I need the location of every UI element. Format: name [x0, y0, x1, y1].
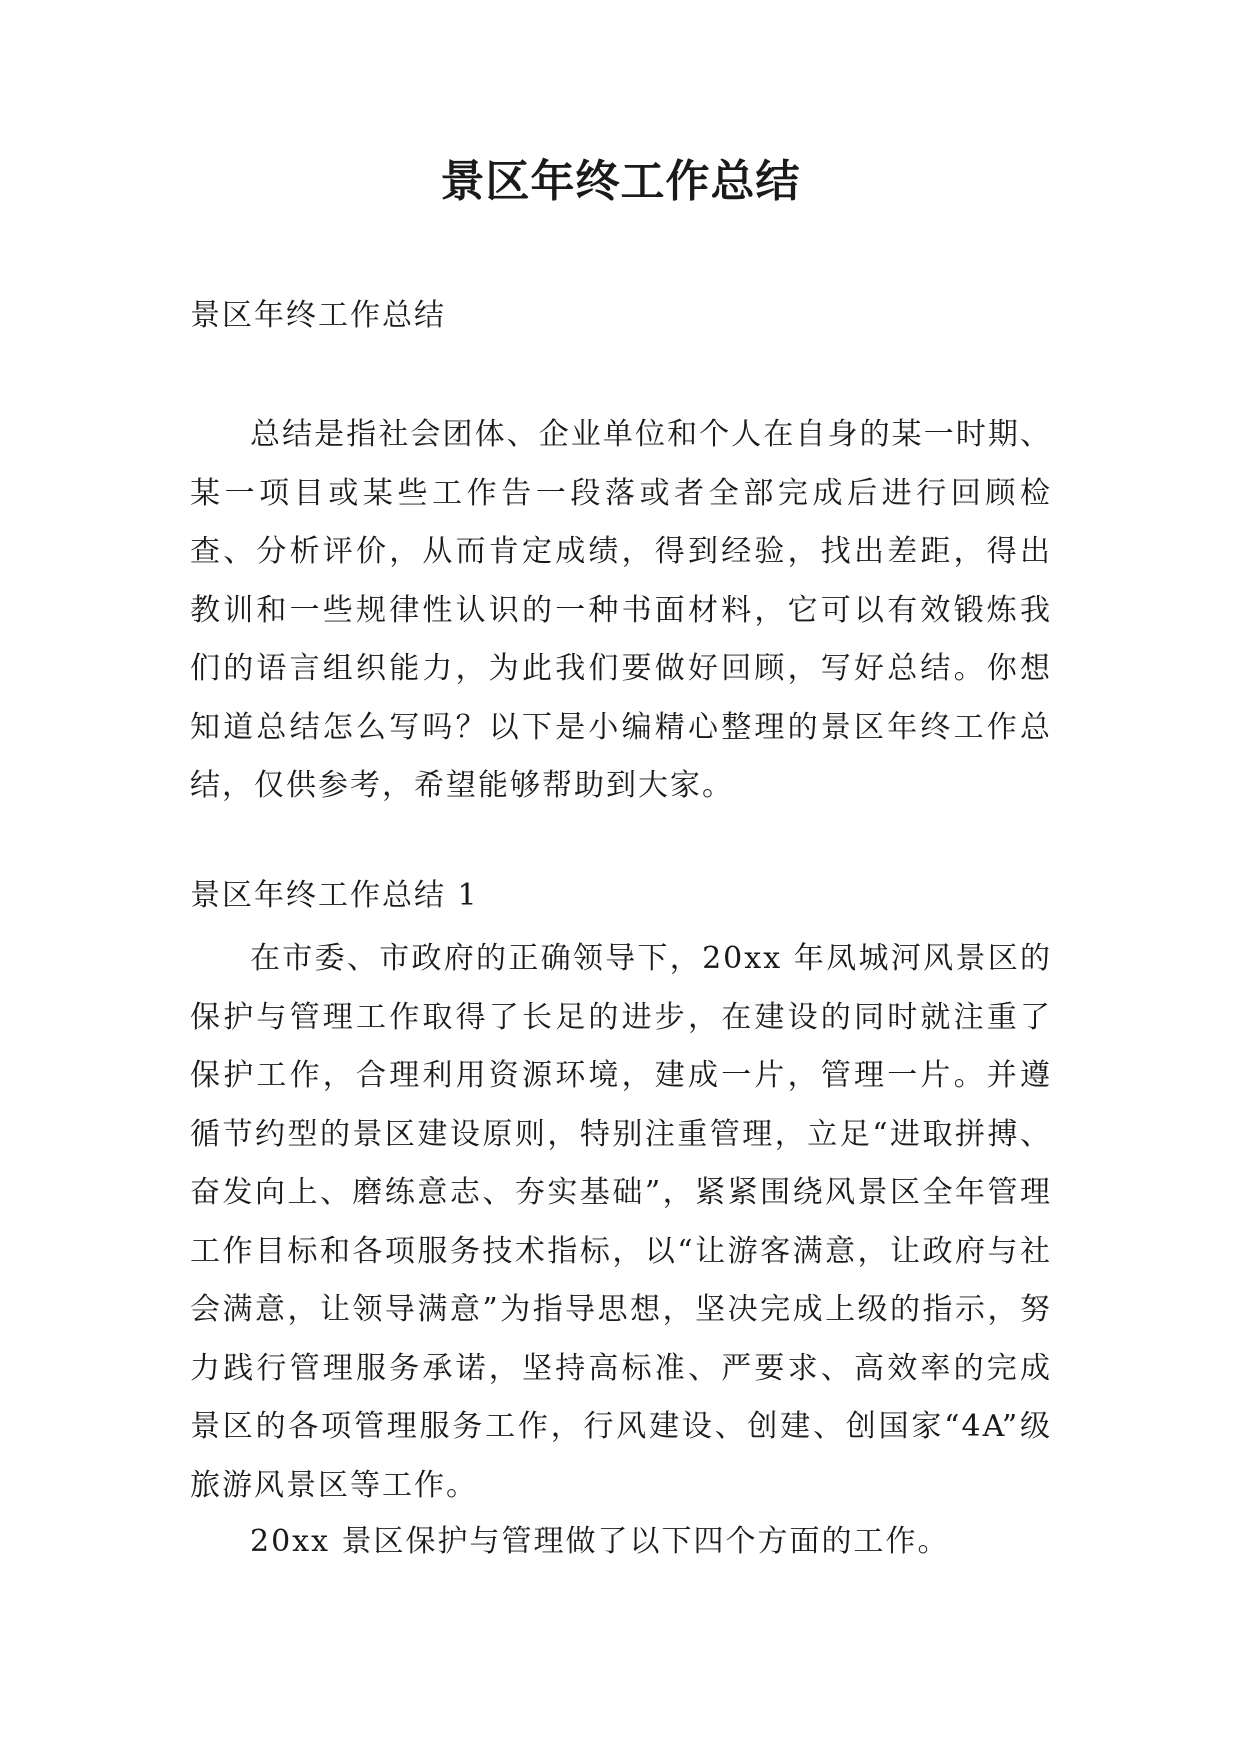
document-title: 景区年终工作总结: [440, 156, 801, 207]
section-paragraph: 20xx 景区保护与管理做了以下四个方面的工作。: [250, 1524, 950, 1559]
section-heading: 景区年终工作总结 1: [190, 878, 479, 913]
intro-paragraph: 总结是指社会团体、企业单位和个人在自身的某一时期、某一项目或某些工作告一段落或者全部完成后进行回顾检查、分析评价，从而肯定成绩，得到经验，找出差距，得出教训和一些规律性认识的一种书面材料，它可以有效锻炼我们的语言组织能力，为此我们要做好回顾，写好总结。你想知道总结怎么写吗？以下是小编精心整理的景区年终工作总结，仅供参考，希望能够帮助到大家。: [190, 417, 1052, 803]
section-paragraph: 在市委、市政府的正确领导下，20xx 年凤城河风景区的保护与管理工作取得了长足的进步，在建设的同时就注重了保护工作，合理利用资源环境，建成一片，管理一片。并遵循节约型的景区建设原则，特别注重管理，立足“进取拼搏、奋发向上、磨练意志、夯实基础”，紧紧围绕风景区全年管理工作目标和各项服务技术指标，以“让游客满意，让政府与社会满意，让领导满意”为指导思想，坚决完成上级的指示，努力践行管理服务承诺，坚持高标准、严要求、高效率的完成景区的各项管理服务工作，行风建设、创建、创国家“4A”级旅游风景区等工作。: [190, 941, 1052, 1503]
document-subtitle: 景区年终工作总结: [190, 298, 446, 333]
